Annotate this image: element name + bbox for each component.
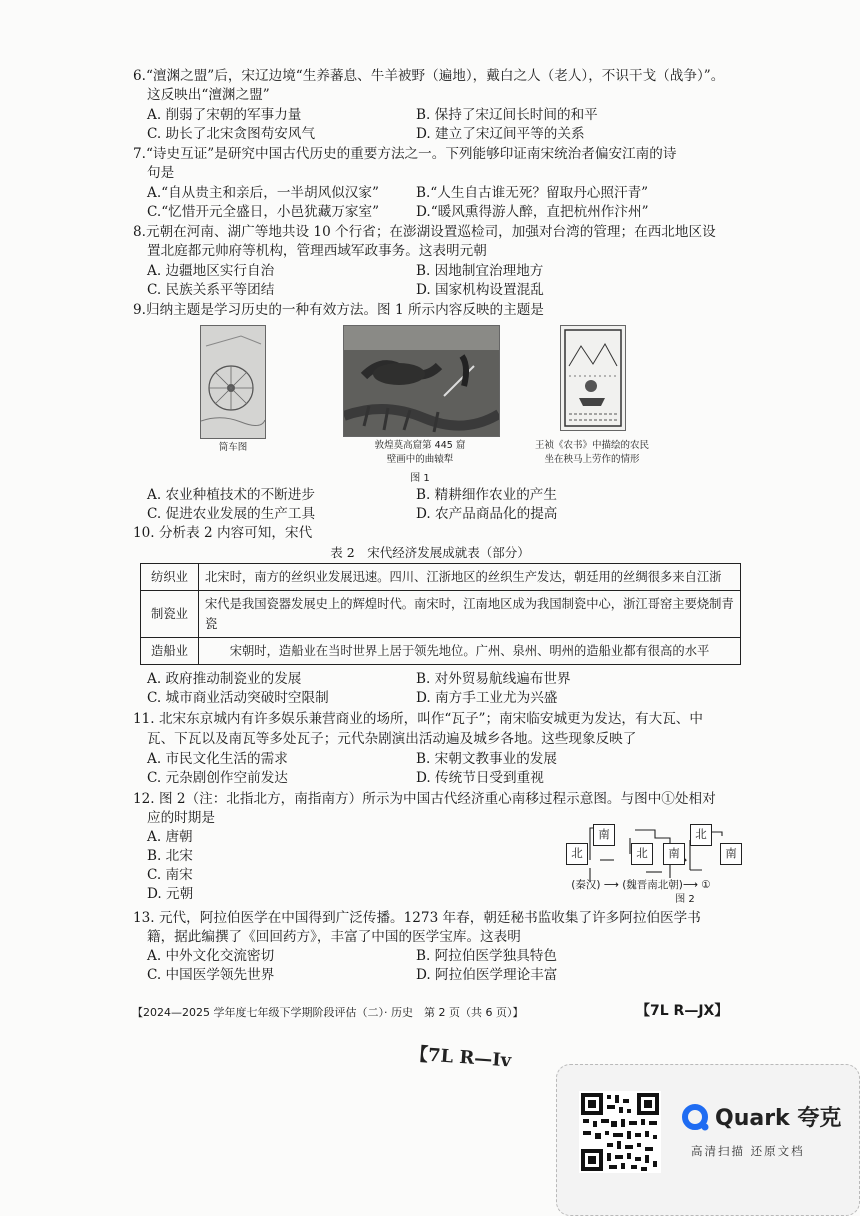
quark-brand: Quark 夸克	[715, 1106, 842, 1131]
q13-option-a: A. 中外文化交流密切	[147, 948, 275, 964]
q6-stem-line1: 6.“澶渊之盟”后，宋辽边境“生养蕃息、牛羊被野（遍地），戴白之人（老人），不识干戈（战争）”。	[133, 68, 725, 84]
table-cell: 宋代是我国瓷器发展史上的辉煌时代。南宋时，江南地区成为我国制瓷中心，浙江哥窑主要烧制青瓷	[199, 591, 741, 638]
caption-plough-line2: 壁画中的曲辕犁	[386, 454, 454, 465]
q11-stem-line1: 11. 北宋东京城内有许多娱乐兼营商业的场所，叫作“瓦子”；南宋临安城更为发达，有大瓦、中	[133, 711, 703, 727]
q7-stem-line2: 句是	[147, 165, 175, 181]
q12-stem-line1: 12. 图 2（注：北指北方，南指南方）所示为中国古代经济重心南移过程示意图。与图中①处相对	[133, 791, 716, 807]
q9-option-b: B. 精耕细作农业的产生	[416, 487, 557, 503]
quark-logo-icon	[681, 1103, 711, 1133]
diagram-south-box-2: 南	[663, 843, 685, 865]
qr-code-icon[interactable]	[579, 1091, 661, 1173]
stamp-text: 【7L R—Iv	[409, 1043, 512, 1072]
q13-stem-line1: 13. 元代，阿拉伯医学在中国得到广泛传播。1273 年春，朝廷秘书监收集了许多阿拉伯医学书	[133, 910, 701, 926]
q7-option-c: C.“忆惜开元全盛日，小邑犹藏万家室”	[147, 204, 380, 220]
q13-option-d: D. 阿拉伯医学理论丰富	[416, 967, 558, 983]
waterwheel-image	[200, 325, 266, 439]
economy-table	[140, 563, 741, 665]
curved-plough-mural-image	[343, 325, 500, 437]
q6-option-d: D. 建立了宋辽间平等的关系	[416, 126, 585, 142]
q13-option-b: B. 阿拉伯医学独具特色	[416, 948, 557, 964]
q7-stem-line1: 7.“诗史互证”是研究中国古代历史的重要方法之一。下列能够印证南宋统治者偏安江南的诗	[133, 146, 677, 162]
q6-option-b: B. 保持了宋辽间长时间的和平	[416, 107, 598, 123]
caption-waterwheel: 筒车图	[218, 442, 248, 453]
figure-1-label: 图 1	[410, 473, 430, 484]
q12-option-d: D. 元朝	[147, 886, 194, 902]
q7-option-d: D.“暖风熏得游人醉，直把杭州作汴州”	[416, 204, 649, 220]
q13-stem-line2: 籍，据此编撰了《回回药方》，丰富了中国的医学宝库。这表明	[147, 929, 521, 945]
q11-option-a: A. 市民文化生活的需求	[147, 751, 288, 767]
diagram-period-flow: (秦汉) ⟶ (魏晋南北朝)⟶ ①	[571, 879, 711, 891]
q13-option-c: C. 中国医学领先世界	[147, 967, 275, 983]
caption-plough-line1: 敦煌莫高窟第 445 窟	[374, 440, 466, 451]
q10-option-b: B. 对外贸易航线遍布世界	[416, 671, 571, 687]
table-2-title: 表 2 宋代经济发展成就表（部分）	[330, 545, 530, 560]
table-row-header: 纺织业	[141, 564, 199, 591]
table-row	[141, 638, 741, 665]
footer-code: 【7L R—JX】	[636, 1003, 729, 1019]
q11-option-d: D. 传统节日受到重视	[416, 770, 544, 786]
table-row	[141, 564, 741, 591]
q9-option-c: C. 促进农业发展的生产工具	[147, 506, 316, 522]
q11-option-c: C. 元杂剧创作空前发达	[147, 770, 288, 786]
q7-option-b: B.“人生自古谁无死？留取丹心照汗青”	[416, 185, 649, 201]
q6-stem-line2: 这反映出“澶渊之盟”	[147, 87, 270, 103]
q12-stem-line2: 应的时期是	[147, 810, 215, 826]
quark-scan-card[interactable]	[556, 1064, 860, 1216]
table-cell: 北宋时，南方的丝织业发展迅速。四川、江浙地区的丝织生产发达，朝廷用的丝绸很多来自江浙	[199, 564, 741, 591]
quark-tagline: 高清扫描 还原文档	[691, 1144, 805, 1158]
q12-option-a: A. 唐朝	[147, 829, 193, 845]
seedling-horse-woodcut-image	[560, 325, 626, 431]
q9-option-a: A. 农业种植技术的不断进步	[147, 487, 315, 503]
q10-stem: 10. 分析表 2 内容可知，宋代	[133, 525, 313, 541]
q11-stem-line2: 瓦、下瓦以及南瓦等多处瓦子；元代杂剧演出活动遍及城乡各地。这些现象反映了	[147, 731, 637, 747]
q8-stem-line2: 置北庭都元帅府等机构，管理西域军政事务。这表明元朝	[147, 243, 487, 259]
q6-option-c: C. 助长了北宋贪图苟安风气	[147, 126, 316, 142]
figure-2-label: 图 2	[675, 894, 695, 905]
q8-option-d: D. 国家机构设置混乱	[416, 282, 544, 298]
q10-option-d: D. 南方手工业尤为兴盛	[416, 690, 558, 706]
q10-option-c: C. 城市商业活动突破时空限制	[147, 690, 329, 706]
diagram-north-box-1: 北	[566, 843, 588, 865]
q11-option-b: B. 宋朝文教事业的发展	[416, 751, 557, 767]
table-row-header: 造船业	[141, 638, 199, 665]
diagram-south-box-1: 南	[593, 824, 615, 846]
table-row	[141, 591, 741, 638]
q9-option-d: D. 农产品商品化的提高	[416, 506, 558, 522]
diagram-north-box-3: 北	[690, 824, 712, 846]
q10-option-a: A. 政府推动制瓷业的发展	[147, 671, 302, 687]
table-row-header: 制瓷业	[141, 591, 199, 638]
caption-seedling-horse-line1: 王祯《农书》中描绘的农民	[534, 440, 649, 451]
q8-option-b: B. 因地制宜治理地方	[416, 263, 544, 279]
q12-option-c: C. 南宋	[147, 867, 193, 883]
caption-seedling-horse-line2: 坐在秧马上劳作的情形	[544, 454, 640, 465]
table-cell: 宋朝时，造船业在当时世界上居于领先地位。广州、泉州、明州的造船业都有很高的水平	[199, 638, 741, 665]
q6-option-a: A. 削弱了宋朝的军事力量	[147, 107, 302, 123]
page-footer: 【2024—2025 学年度七年级下学期阶段评估（二）· 历史 第 2 页（共 6 页）】	[132, 1006, 524, 1019]
q8-option-a: A. 边疆地区实行自治	[147, 263, 275, 279]
q12-option-b: B. 北宋	[147, 848, 193, 864]
q8-stem-line1: 8.元朝在河南、湖广等地共设 10 个行省；在澎湖设置巡检司，加强对台湾的管理；在西北地区设	[133, 224, 716, 240]
q7-option-a: A.“自从贵主和亲后，一半胡风似汉家”	[147, 185, 379, 201]
q8-option-c: C. 民族关系平等团结	[147, 282, 275, 298]
q9-stem: 9.归纳主题是学习历史的一种有效方法。图 1 所示内容反映的主题是	[133, 302, 544, 318]
diagram-north-box-2: 北	[631, 843, 653, 865]
diagram-south-box-3: 南	[720, 843, 742, 865]
